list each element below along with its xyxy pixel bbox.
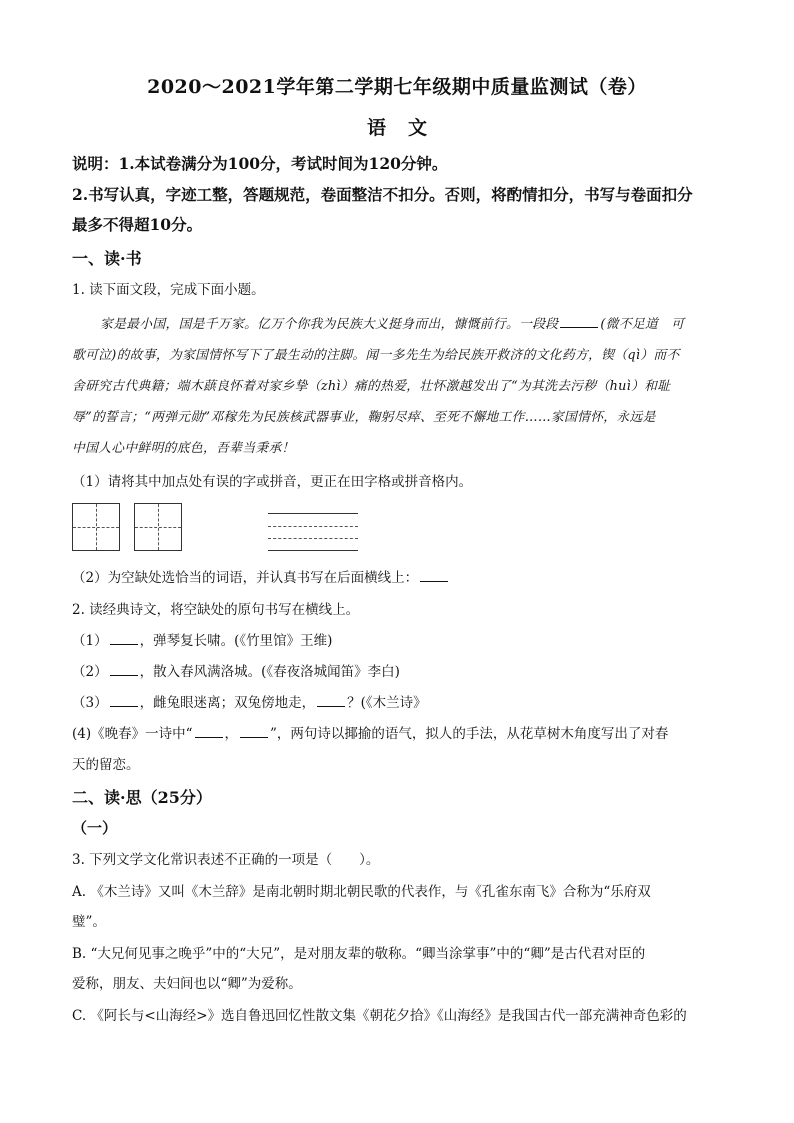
q3-option-c: C. 《阿长与<山海经>》选自鲁迅回忆性散文集《朝花夕拾》《山海经》是我国古代一部充满神奇色彩的: [72, 1008, 687, 1024]
answer-blank[interactable]: [317, 705, 345, 707]
note-line-1: 说明：1.本试卷满分为100分，考试时间为120分钟。: [72, 154, 448, 173]
passage-text: 家是最小国，国是千万家。亿万个你我为民族大义挺身而出，慷慨前行。一段段: [100, 317, 559, 332]
fill-blank[interactable]: [560, 326, 598, 328]
pinyin-box[interactable]: [268, 513, 358, 551]
q2-item-3: [72, 691, 722, 711]
passage-line-4: 辱”的誓言；“两弹元勋”邓稼先为民族核武器事业，鞠躬尽瘁、至死不懈地工作……家国情怀，永远是: [72, 410, 656, 425]
q1-sub1: （1）请将其中加点处有误的字或拼音，更正在田字格或拼音格内。: [72, 474, 473, 490]
passage-choice: (微不足道 可: [600, 317, 685, 332]
section-1-heading: 一、读·书: [72, 249, 142, 268]
passage-line-2: 歌可泣)的故事，为家国情怀写下了最生动的注脚。闻一多先生为给民族开救济的文化药方，锲（qì）而不: [72, 348, 680, 363]
section-2-heading: 二、读·思（25分）: [72, 788, 212, 807]
q3-option-b-cont: 爱称，朋友、夫妇间也以“卿”为爱称。: [72, 976, 302, 992]
answer-grid: [72, 503, 372, 551]
q2-item-4-cont: 天的留恋。: [72, 757, 140, 773]
item-text: ，: [224, 726, 239, 742]
answer-blank[interactable]: [195, 736, 223, 738]
answer-blank[interactable]: [110, 705, 138, 707]
q2-item-4: [72, 722, 722, 742]
exam-title: 2020～2021学年第二学期七年级期中质量监测试（卷）: [147, 76, 647, 98]
tianzi-box-2[interactable]: [134, 503, 182, 551]
item-text: ，雌兔眼迷离；双兔傍地走，: [139, 695, 316, 711]
item-text: (4)《晚春》一诗中“: [72, 726, 193, 742]
q2-item-1: [72, 629, 722, 649]
part-1-heading: （一）: [72, 819, 118, 837]
q2-intro: 2. 读经典诗文，将空缺处的原句书写在横线上。: [72, 602, 360, 618]
answer-blank[interactable]: [110, 643, 138, 645]
q1-sub2-text: （2）为空缺处选恰当的词语，并认真书写在后面横线上：: [72, 570, 419, 586]
item-text: ，散入春风满洛城。(《春夜洛城闻笛》李白): [139, 664, 400, 680]
item-text: ”，两句诗以揶揄的语气，拟人的手法，从花草树木角度写出了对春: [270, 726, 669, 742]
passage-line-1: [100, 313, 722, 332]
item-number: （1）: [72, 633, 108, 649]
tianzi-box-1[interactable]: [72, 503, 120, 551]
q3-option-b: B. “大兄何见事之晚乎”中的“大兄”，是对朋友辈的敬称。“卿当涂掌事”中的“卿”是古代君对臣的: [72, 946, 646, 962]
q3-stem: 3. 下列文学文化常识表述不正确的一项是（ ）。: [72, 852, 380, 868]
subject-title: 语文: [366, 117, 449, 139]
note-line-3: 最多不得超10分。: [72, 215, 203, 234]
q2-item-2: [72, 660, 722, 680]
q1-sub2: [72, 566, 722, 586]
answer-blank[interactable]: [420, 580, 448, 582]
item-text: ，弹琴复长啸。(《竹里馆》王维): [139, 633, 333, 649]
answer-blank[interactable]: [240, 736, 268, 738]
item-number: （2）: [72, 664, 108, 680]
q3-option-a-cont: 璧”。: [72, 914, 106, 930]
answer-blank[interactable]: [110, 674, 138, 676]
item-text: ？(《木兰诗》: [347, 695, 427, 711]
item-number: （3）: [72, 695, 108, 711]
note-line-2: 2.书写认真，字迹工整，答题规范，卷面整洁不扣分。否则，将酌情扣分，书写与卷面扣分: [72, 185, 693, 204]
passage-line-3: 舍研究古代典籍；端木蕻良怀着对家乡挚（zhì）痛的热爱，壮怀激越发出了“为其洗去污秽（huì）和耻: [72, 379, 671, 394]
passage-line-5: 中国人心中鲜明的底色，吾辈当秉承！: [72, 441, 295, 456]
q3-option-a: A. 《木兰诗》又叫《木兰辞》是南北朝时期北朝民歌的代表作，与《孔雀东南飞》合称为“乐府双: [72, 884, 651, 900]
q1-intro: 1. 读下面文段，完成下面小题。: [72, 282, 265, 298]
